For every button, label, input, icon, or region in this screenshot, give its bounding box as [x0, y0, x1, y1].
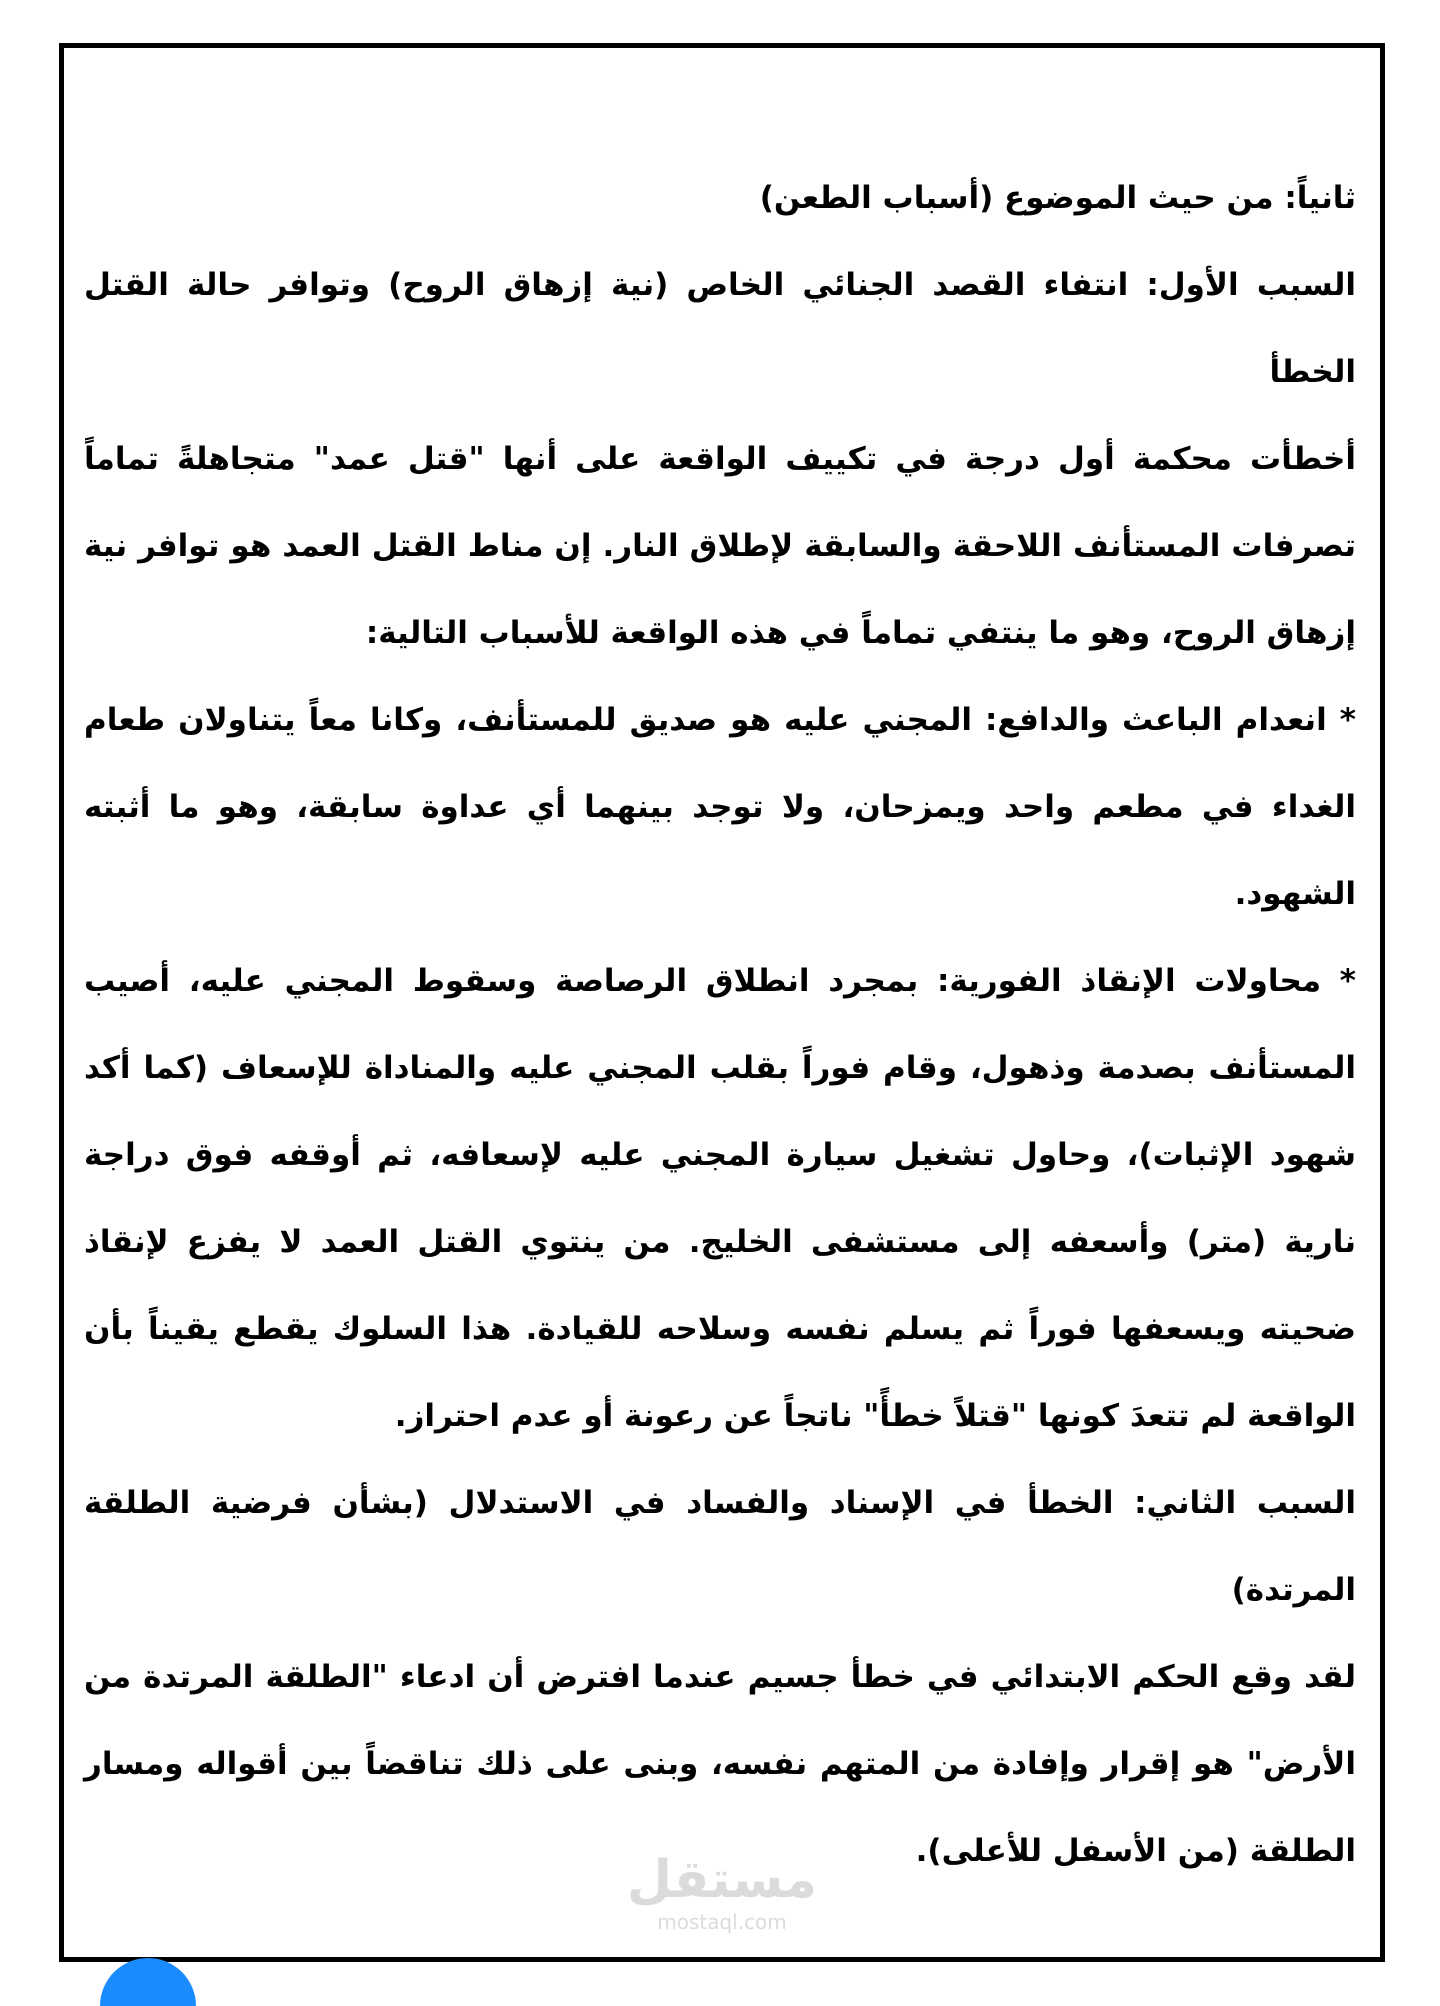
section-heading-text: ثانياً: من حيث الموضوع (أسباب الطعن): [759, 180, 1356, 216]
watermark-url: mostaql.com: [657, 1910, 787, 1934]
reason-one-paragraph: [84, 416, 1356, 677]
reason-two-heading-text: السبب الثاني: الخطأ في الإسناد والفساد في الاستدلال (بشأن فرضية الطلقة المرتدة): [84, 1485, 1356, 1608]
reason-one-heading: [84, 242, 1356, 416]
bullet-item-motive-text: * انعدام الباعث والدافع: المجني عليه هو صديق للمستأنف، وكانا معاً يتناولان طعام الغداء في مطعم واحد ويمزحان، ولا توجد بينهما أي عداوة سابقة، وهو ما أثبته الشهود.: [84, 702, 1356, 912]
watermark-logo: مستقل: [626, 1850, 818, 1910]
section-heading: [84, 155, 1356, 242]
blue-badge-icon: [100, 1958, 196, 2006]
reason-one-heading-text: السبب الأول: انتفاء القصد الجنائي الخاص (نية إزهاق الروح) وتوافر حالة القتل الخطأ: [84, 267, 1356, 390]
bullet-item-motive: [84, 677, 1356, 938]
bullet-item-rescue-text: * محاولات الإنقاذ الفورية: بمجرد انطلاق الرصاصة وسقوط المجني عليه، أصيب المستأنف بصدمة وذهول، وقام فوراً بقلب المجني عليه والمناداة للإسعاف (كما أكد شهود الإثبات)، وحاول تشغيل سيارة المجني عليه لإسعافه، ثم أوقفه فوق دراجة نارية (متر) وأسعفه إلى مستشفى الخليج. من ينتوي القتل العمد لا يفزع لإنقاذ ضحيته ويسعفها فوراً ثم يسلم نفسه وسلاحه للقيادة. هذا السلوك يقطع يقيناً بأن الواقعة لم تتعدَ كونها "قتلاً خطأً" ناتجاً عن رعونة أو عدم احتراز.: [84, 963, 1356, 1434]
reason-two-heading: [84, 1460, 1356, 1634]
bullet-item-rescue: [84, 938, 1356, 1460]
reason-one-paragraph-text: أخطأت محكمة أول درجة في تكييف الواقعة على أنها "قتل عمد" متجاهلةً تماماً تصرفات المستأنف اللاحقة والسابقة لإطلاق النار. إن مناط القتل العمد هو توافر نية إزهاق الروح، وهو ما ينتفي تماماً في هذه الواقعة للأسباب التالية:: [84, 441, 1356, 651]
reason-two-paragraph: [84, 1634, 1356, 1895]
reason-two-paragraph-text: لقد وقع الحكم الابتدائي في خطأ جسيم عندما افترض أن ادعاء "الطلقة المرتدة من الأرض" هو إقرار وإفادة من المتهم نفسه، وبنى على ذلك تناقضاً بين أقواله ومسار الطلقة (من الأسفل للأعلى).: [84, 1659, 1356, 1869]
document-body: [84, 155, 1356, 1895]
